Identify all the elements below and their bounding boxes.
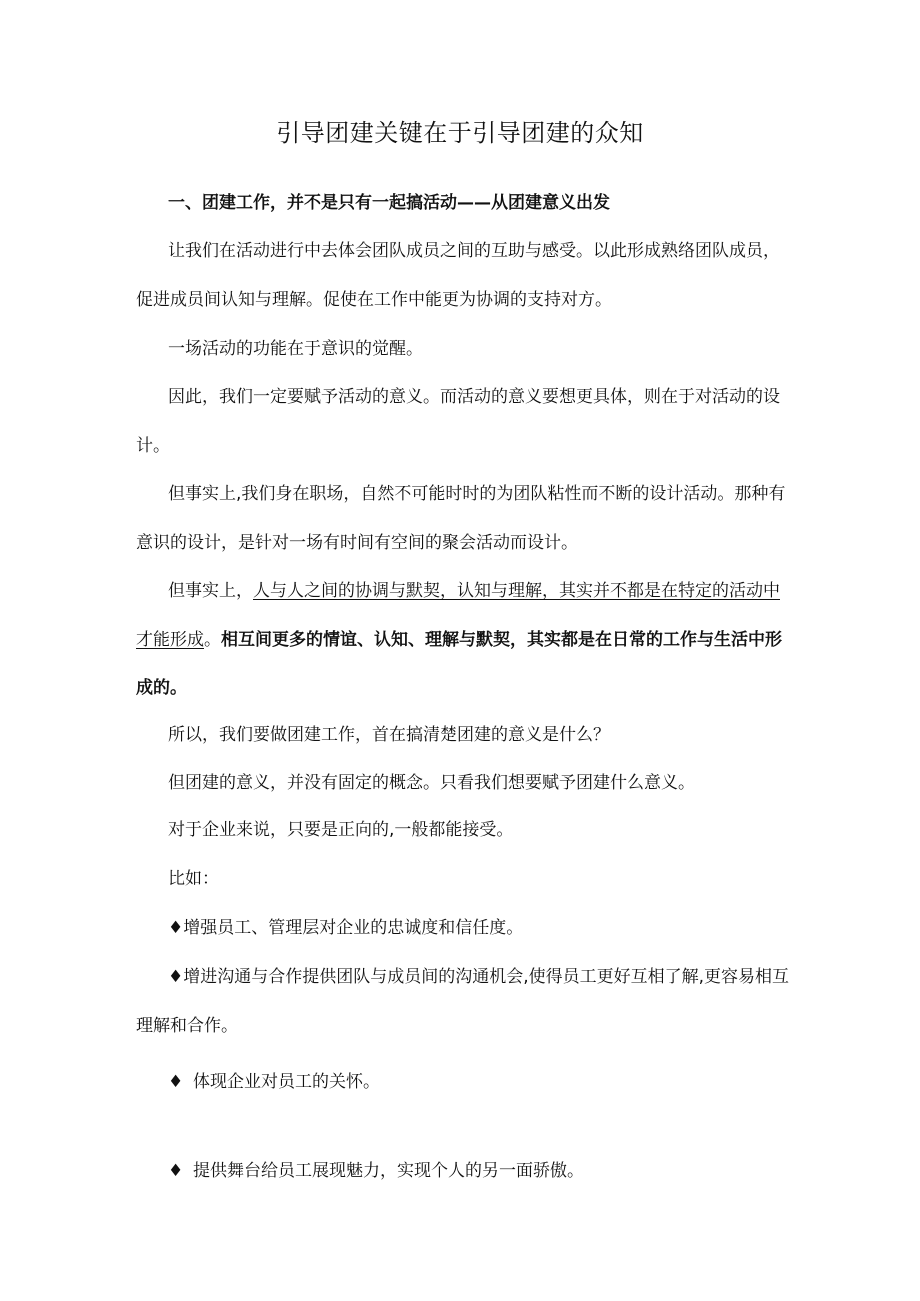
bullet-item: ♦增进沟通与合作提供团队与成员间的沟通机会,使得员工更好互相了解,更容易相互 (168, 967, 790, 987)
paragraph-line: 让我们在活动进行中去体会团队成员之间的互助与感受。以此形成熟络团队成员， (168, 241, 780, 261)
paragraph-line: 所以，我们要做团建工作，首在搞清楚团建的意义是什么？ (168, 725, 610, 745)
underlined-text: 才能形成 (136, 630, 204, 650)
paragraph-text: 但事实上， (168, 581, 253, 601)
paragraph-line: 促进成员间认知与理解。促使在工作中能更为协调的支持对方。 (136, 290, 612, 310)
bullet-item: ♦增强员工、管理层对企业的忠诚度和信任度。 (168, 918, 524, 938)
paragraph-line: 比如： (168, 869, 219, 889)
paragraph-line: 因此，我们一定要赋予活动的意义。而活动的意义要想更具体，则在于对活动的设 (168, 387, 780, 407)
paragraph-line: 成的。 (136, 678, 187, 698)
document-title: 引导团建关键在于引导团建的众知 (276, 119, 644, 147)
bold-text: 相互间更多的情谊、认知、理解与默契，其实都是在日常的工作与生活中形 (221, 630, 782, 650)
bullet-item: 提供舞台给员工展现魅力，实现个人的另一面骄傲。 (193, 1161, 584, 1181)
bullet-item: 体现企业对员工的关怀。 (193, 1072, 380, 1092)
bullet-icon: ♦ (168, 1072, 184, 1092)
paragraph-line: 意识的设计，是针对一场有时间有空间的聚会活动而设计。 (136, 533, 578, 553)
bullet-icon: ♦ (168, 1161, 184, 1181)
paragraph-line: 但事实上,我们身在职场，自然不可能时时的为团队粘性而不断的设计活动。那种有 (168, 484, 786, 504)
paragraph-line (136, 626, 782, 654)
paragraph-line: 但团建的意义，并没有固定的概念。只看我们想要赋予团建什么意义。 (168, 773, 695, 793)
bullet-item-continuation: 理解和合作。 (136, 1016, 238, 1036)
paragraph-line: 一场活动的功能在于意识的觉醒。 (168, 339, 423, 359)
section-heading: 一、团建工作，并不是只有一起搞活动——从团建意义出发 (168, 193, 610, 213)
paragraph-text: 。 (204, 630, 221, 650)
paragraph-line: 对于企业来说，只要是正向的,一般都能接受。 (168, 820, 514, 840)
underlined-text: 人与人之间的协调与默契，认知与理解，其实并不都是在特定的活动中 (253, 581, 780, 601)
paragraph-line: 计。 (136, 436, 170, 456)
paragraph-line (168, 577, 780, 605)
